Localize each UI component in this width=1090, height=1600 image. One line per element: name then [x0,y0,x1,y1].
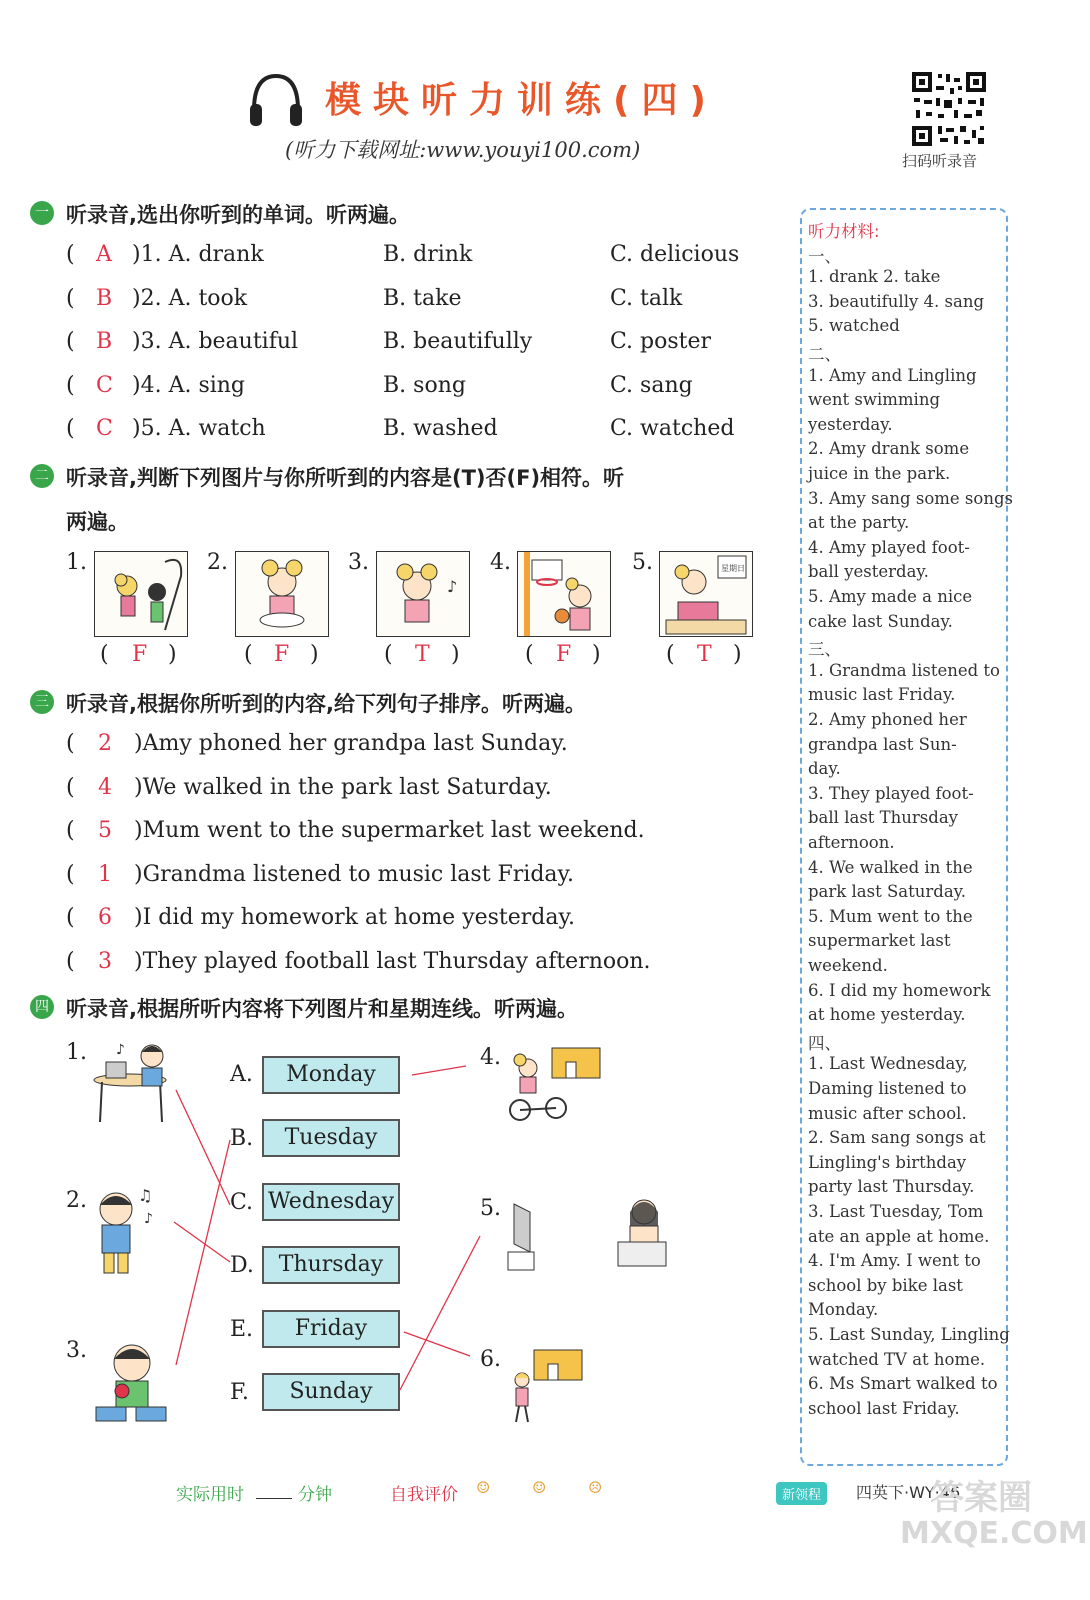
answer[interactable]: A [96,242,112,267]
script-line: park last Saturday. [808,882,967,902]
picture-number: 1. [66,550,87,575]
script-line: party last Thursday. [808,1177,975,1197]
tv-picture [504,1200,540,1274]
paren-open: ( [66,286,75,311]
script-line: 3. They played foot- [808,783,974,803]
script-line: ball last Thursday [808,808,958,828]
boy-eating-apple-picture [90,1335,170,1429]
script-line: 6. I did my homework [808,980,991,1000]
paren-open: ( [66,242,75,267]
picture-number: 3. [66,1338,87,1363]
picture-number: 5. [632,550,653,575]
script-line: 3. Amy sang some songs [808,488,1013,508]
script-line: 4. We walked in the [808,857,973,877]
picture-number: 5. [480,1196,501,1221]
script-line: cake last Sunday. [808,611,953,631]
script-line: 四、 [808,1033,841,1053]
script-line: 二、 [808,345,841,364]
script-line: Lingling's birthday [808,1152,967,1172]
picture-number: 6. [480,1347,501,1372]
option-c: C. talk [610,286,683,311]
script-line: 1. Last Wednesday, [808,1054,968,1074]
section4-badge: 四 [30,995,54,1019]
match-line [176,1140,230,1365]
section2-heading: 听录音,判断下列图片与你所听到的内容是(T)否(F)相符。听 [66,466,625,490]
script-line: school last Friday. [808,1398,960,1418]
tf-answer[interactable]: T [697,642,712,667]
download-url[interactable]: (听力下载网址:www.youyi100.com) [285,138,641,162]
script-line: went swimming [808,390,941,410]
day-box-sunday[interactable]: Sunday [262,1373,400,1411]
script-line: 2. Amy phoned her [808,710,967,729]
order-answer[interactable]: 5 [98,818,112,843]
woman-sitting-picture [612,1194,672,1274]
script-line: 5. Mum went to the [808,906,973,926]
script-line: 一、 [808,246,841,266]
answer[interactable]: C [96,416,113,441]
script-line: 1. Amy and Lingling [808,365,977,385]
sentence: )We walked in the park last Saturday. [134,775,552,800]
tf-paren: ) [310,642,319,667]
tf-answer[interactable]: T [415,642,430,667]
option-c: C. sang [610,373,693,398]
section1-heading: 听录音,选出你听到的单词。听两遍。 [66,203,410,227]
script-line: 5. Amy made a nice [808,587,973,606]
script-line: 1. Grandma listened to [808,660,1000,680]
day-letter: A. [230,1062,253,1087]
woman-walking-school-picture [506,1346,584,1426]
tf-paren: ( [525,642,534,667]
tf-paren: ) [168,642,177,667]
script-line: 5. watched [808,316,900,336]
day-box-wednesday[interactable]: Wednesday [262,1183,400,1221]
script-line: 6. Ms Smart walked to [808,1374,998,1394]
question-item: )5. A. watch [132,416,266,441]
option-c: C. delicious [610,242,740,267]
script-line: afternoon. [808,833,895,852]
script-line: 三、 [808,640,841,660]
paren-open: ( [66,862,75,887]
option-b: B. washed [383,416,498,441]
script-line: grandpa last Sun- [808,734,957,754]
script-line: 4. I'm Amy. I went to [808,1251,981,1271]
day-letter: B. [230,1126,254,1151]
script-line: yesterday. [808,414,893,434]
sad-face-icon[interactable]: ☹ [588,1478,603,1497]
day-letter: E. [230,1317,254,1342]
script-line: at home yesterday. [808,1005,966,1025]
smiley-icon[interactable]: ☺ [476,1478,491,1497]
question-item: )2. A. took [132,286,248,311]
section3-badge: 三 [30,690,54,714]
match-line [400,1236,480,1390]
script-line: music last Friday. [808,685,956,705]
day-letter: F. [230,1380,249,1405]
script-line: 5. Last Sunday, Lingling [808,1325,1010,1344]
self-eval-label: 自我评价 [390,1485,458,1505]
match-line [176,1090,230,1205]
boy-listening-music-picture [90,1038,180,1124]
paren-open: ( [66,416,75,441]
script-line: 4. Amy played foot- [808,537,970,557]
option-b: B. drink [383,242,473,267]
answer[interactable]: B [96,286,113,311]
script-line: school by bike last [808,1275,963,1295]
tf-answer[interactable]: F [132,642,148,667]
paren-open: ( [66,329,75,354]
option-b: B. beautifully [383,329,533,354]
watermark-url: MXQE.COM [900,1516,1088,1551]
match-line [404,1332,470,1356]
day-box-monday[interactable]: Monday [262,1056,400,1094]
script-line: Daming listened to [808,1079,967,1098]
script-line: juice in the park. [808,464,951,483]
section2-heading-cont: 两遍。 [66,510,129,534]
sentence: )They played football last Thursday afternoon. [134,949,651,974]
sentence: )Amy phoned her grandpa last Sunday. [134,731,568,756]
match-line [412,1066,466,1075]
day-box-tuesday[interactable]: Tuesday [262,1119,400,1157]
time-blank[interactable] [256,1498,292,1499]
section3-heading: 听录音,根据你所听到的内容,给下列句子排序。听两遍。 [66,692,586,716]
picture-number: 2. [207,550,228,575]
option-b: B. take [383,286,462,311]
script-line: watched TV at home. [808,1349,986,1369]
section4-heading: 听录音,根据所听内容将下列图片和星期连线。听两遍。 [66,997,578,1021]
section1-badge: 一 [30,201,54,225]
listening-script-title: 听力材料: [808,222,880,241]
paren-open: ( [66,818,75,843]
answer[interactable]: B [96,329,113,354]
svg-text:♪: ♪ [447,577,458,596]
tf-paren: ) [451,642,460,667]
paren-open: ( [66,731,75,756]
time-label: 实际用时 [176,1485,244,1505]
time-unit: 分钟 [298,1485,332,1505]
answer[interactable]: C [96,373,113,398]
day-letter: D. [230,1253,254,1278]
sentence: )Grandma listened to music last Friday. [134,862,575,887]
day-box-friday[interactable]: Friday [262,1310,400,1348]
paren-open: ( [66,949,75,974]
order-answer[interactable]: 6 [98,905,112,930]
option-c: C. watched [610,416,735,441]
svg-text:♪: ♪ [116,1042,125,1058]
script-line: day. [808,759,841,779]
script-line: Monday. [808,1300,879,1320]
page-title: 模块听力训练(四) [325,80,718,121]
tf-paren: ( [100,642,109,667]
svg-text:♪: ♪ [144,1211,153,1227]
tf-paren: ) [592,642,601,667]
order-answer[interactable]: 1 [98,862,112,887]
option-c: C. poster [610,329,712,354]
sentence: )Mum went to the supermarket last weekend. [134,818,645,843]
calendar-text: 星期日 [721,564,745,573]
order-answer[interactable]: 2 [98,731,112,756]
day-box-thursday[interactable]: Thursday [262,1246,400,1284]
script-line: 1. drank 2. take [808,267,941,287]
script-line: ate an apple at home. [808,1226,990,1246]
sentence: )I did my homework at home yesterday. [134,905,576,930]
script-line: weekend. [808,956,888,975]
svg-text:♫: ♫ [138,1186,153,1205]
boy-singing-picture [90,1185,162,1277]
picture-number: 4. [490,550,511,575]
tf-paren: ( [244,642,253,667]
order-answer[interactable]: 3 [98,949,112,974]
girl-bike-school-picture [506,1044,606,1124]
page-info: 四英下·WY·46 [856,1483,961,1502]
question-item: )1. A. drank [132,242,264,267]
question-item: )4. A. sing [132,373,246,398]
script-line: 3. Last Tuesday, Tom [808,1202,984,1221]
brand-badge: 新领程 [776,1482,827,1505]
day-letter: C. [230,1190,254,1215]
script-line: ball yesterday. [808,562,929,582]
script-line: 2. Sam sang songs at [808,1128,986,1148]
paren-open: ( [66,373,75,398]
tf-answer[interactable]: F [274,642,290,667]
picture-number: 2. [66,1188,87,1213]
script-line: 3. beautifully 4. sang [808,291,985,311]
script-line: 2. Amy drank some [808,439,970,459]
script-line: supermarket last [808,931,951,951]
order-answer[interactable]: 4 [98,775,112,800]
picture-number: 3. [348,550,369,575]
tf-paren: ( [384,642,393,667]
tf-answer[interactable]: F [556,642,572,667]
qr-caption: 扫码听录音 [902,152,978,170]
section2-badge: 二 [30,464,54,488]
tf-paren: ( [666,642,675,667]
option-b: B. song [383,373,466,398]
tf-paren: ) [733,642,742,667]
neutral-face-icon[interactable]: ☺ [532,1478,547,1497]
picture-number: 1. [66,1040,87,1065]
picture-number: 4. [480,1045,501,1070]
script-line: at the party. [808,513,910,533]
paren-open: ( [66,775,75,800]
watermark-logo: 答案圈 [930,1478,1032,1518]
question-item: )3. A. beautiful [132,329,299,354]
paren-open: ( [66,905,75,930]
script-line: music after school. [808,1103,967,1123]
